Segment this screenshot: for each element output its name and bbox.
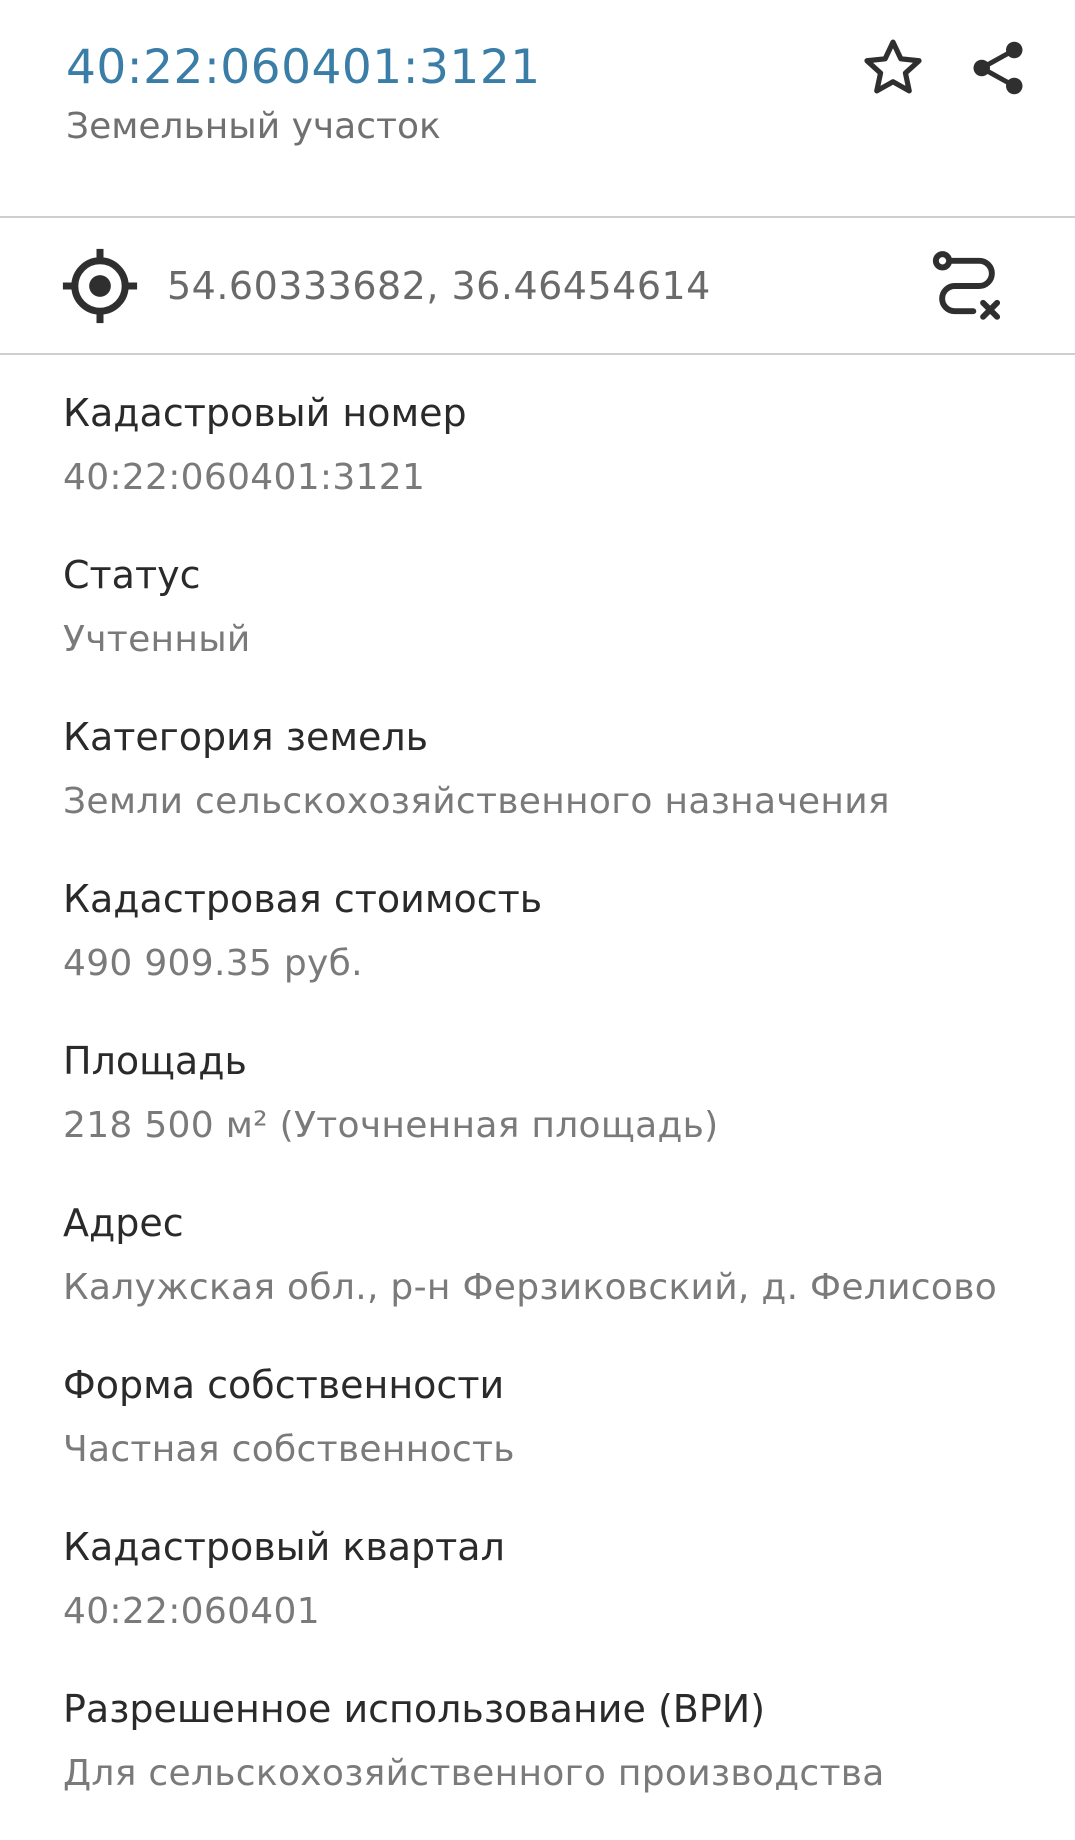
share-icon (968, 38, 1028, 98)
field-label: Кадастровая стоимость (63, 877, 543, 921)
coordinates-value[interactable]: 54.60333682, 36.46454614 (167, 264, 711, 308)
field-label: Разрешенное использование (ВРИ) (63, 1687, 766, 1731)
field-ownership-form (63, 1361, 1043, 1474)
field-value: 490 909.35 руб. (63, 943, 363, 984)
route-clear-icon (925, 244, 1009, 328)
page-subtitle: Земельный участок (66, 106, 441, 147)
page-title[interactable]: 40:22:060401:3121 (66, 40, 541, 95)
coordinates-row[interactable] (0, 218, 1075, 353)
field-label: Кадастровый номер (63, 391, 467, 435)
field-area (63, 1037, 1043, 1150)
field-value: Частная собственность (63, 1429, 515, 1470)
gps-target-icon[interactable] (58, 244, 142, 328)
header (0, 0, 1075, 218)
field-label: Статус (63, 553, 201, 597)
field-value[interactable]: 40:22:060401:3121 (63, 457, 426, 498)
field-label: Форма собственности (63, 1363, 505, 1407)
field-value: Учтенный (63, 619, 251, 660)
field-value: Земли сельскохозяйственного назначения (63, 781, 890, 822)
field-label: Адрес (63, 1201, 184, 1245)
divider (0, 353, 1075, 355)
field-label: Кадастровый квартал (63, 1525, 505, 1569)
field-status (63, 551, 1043, 664)
field-address (63, 1199, 1043, 1312)
share-button[interactable] (960, 30, 1036, 106)
field-label: Площадь (63, 1039, 247, 1083)
field-cadastral-number (63, 389, 1043, 502)
field-cadastral-value (63, 875, 1043, 988)
favorite-button[interactable] (855, 30, 931, 106)
field-value[interactable]: 40:22:060401 (63, 1591, 320, 1632)
field-permitted-use (63, 1685, 1043, 1798)
field-value: 218 500 м² (Уточненная площадь) (63, 1105, 719, 1146)
field-value[interactable]: Калужская обл., р-н Ферзиковский, д. Фелисово (63, 1267, 998, 1308)
field-cadastral-quarter (63, 1523, 1043, 1636)
star-outline-icon (860, 35, 926, 101)
field-value: Для сельскохозяйственного производства (63, 1753, 885, 1794)
route-button[interactable] (925, 244, 1009, 328)
field-label: Категория земель (63, 715, 429, 759)
field-land-category (63, 713, 1043, 826)
